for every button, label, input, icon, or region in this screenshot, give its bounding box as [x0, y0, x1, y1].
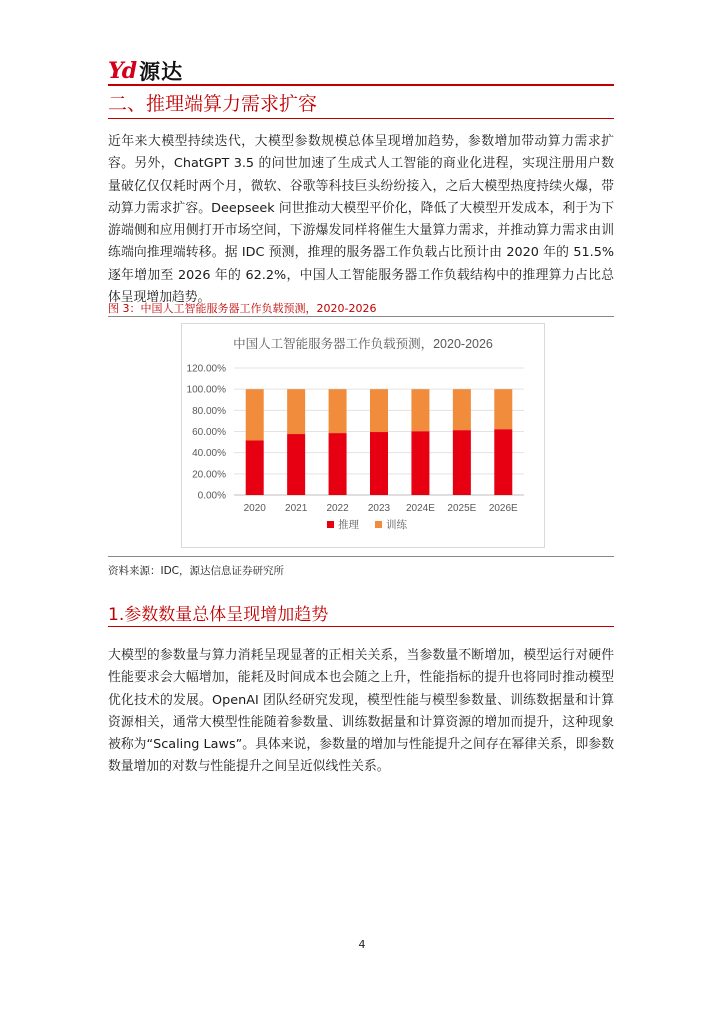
bar-推理: [494, 429, 512, 495]
x-tick-label: 2024E: [405, 503, 435, 514]
section-paragraph: 近年来大模型持续迭代，大模型参数规模总体呈现增加趋势，参数增加带动算力需求扩容。另外，ChatGPT 3.5 的问世加速了生成式人工智能的商业化进程，实现注册用户数量破亿仅仅耗时两个月，微软、谷歌等科技巨头纷纷接入，之后大模型热度持续火爆，带动算力需求扩容。Deepseek 问世推动大模型平价化，降低了大模型开发成本，利于为下游端侧和应用侧打开市场空间，下游爆发同样将催生大量算力需求，并推动算力需求由训练端向推理端转移。据 IDC 预测，推理的服务器工作负载占比预计由 2020 年的 51.5%逐年增加至 2026 年的 62.2%，中国人工智能服务器工作负载结构中的推理算力占比总体呈现增加趋势。: [108, 134, 614, 306]
subsection-title: 1.参数数量总体呈现增加趋势: [108, 605, 329, 625]
bar-推理: [453, 430, 471, 495]
bar-训练: [494, 389, 512, 429]
chart-svg: [182, 324, 544, 547]
x-tick-label: 2021: [285, 503, 308, 514]
figure-top-rule: [108, 316, 614, 317]
bar-推理: [411, 431, 429, 495]
page-number: 4: [358, 938, 366, 951]
bar-推理: [246, 440, 264, 495]
y-tick-label: 40.00%: [192, 448, 226, 460]
bar-训练: [329, 389, 347, 433]
x-tick-label: 2026E: [488, 503, 518, 514]
y-tick-label: 20.00%: [192, 469, 226, 481]
figure-bottom-rule: [108, 556, 614, 557]
figure-source: 资料来源：IDC，源达信息证券研究所: [108, 565, 285, 577]
section-title-underline: [108, 118, 614, 119]
y-tick-label: 120.00%: [186, 363, 226, 375]
logo-mark: Yd: [108, 58, 136, 84]
legend-swatch-训练: [375, 521, 382, 528]
y-tick-label: 0.00%: [197, 490, 226, 502]
legend-label: 推理: [338, 519, 359, 531]
bar-推理: [329, 433, 347, 495]
header-divider: [108, 84, 614, 86]
workload-chart: [181, 323, 545, 548]
company-logo: [108, 56, 183, 86]
subsection-title-underline: [108, 626, 614, 627]
y-tick-label: 80.00%: [192, 405, 226, 417]
x-tick-label: 2025E: [447, 503, 477, 514]
x-tick-label: 2023: [367, 503, 391, 514]
bar-推理: [287, 434, 305, 495]
y-tick-label: 100.00%: [186, 384, 226, 396]
x-tick-label: 2022: [326, 503, 349, 514]
bar-推理: [370, 432, 388, 495]
bar-训练: [287, 389, 305, 434]
subsection-paragraph: 大模型的参数量与算力消耗呈现显著的正相关关系，当参数量不断增加，模型运行对硬件性能要求会大幅增加，能耗及时间成本也会随之上升，性能指标的提升也将同时推动模型优化技术的发展。OpenAI 团队经研究发现，模型性能与模型参数量、训练数据量和计算资源相关，通常大模型性能随着参数量、训练数据量和计算资源的增加而提升，这种现象被称为“Scaling Laws”。具体来说，参数量的增加与性能提升之间存在幂律关系，即参数数量增加的对数与性能提升之间呈近似线性关系。: [108, 648, 614, 775]
bar-训练: [246, 389, 264, 440]
section-title: 二、推理端算力需求扩容: [108, 93, 318, 115]
x-tick-label: 2020: [243, 503, 266, 514]
bar-训练: [411, 389, 429, 431]
bar-训练: [453, 389, 471, 430]
chart-title: 中国人工智能服务器工作负载预测，2020-2026: [233, 337, 493, 351]
legend-swatch-推理: [327, 521, 334, 528]
logo-text: 源达: [139, 60, 184, 84]
bar-训练: [370, 389, 388, 432]
y-tick-label: 60.00%: [192, 427, 226, 438]
figure-caption: 图 3：中国人工智能服务器工作负载预测，2020-2026: [108, 302, 377, 315]
legend-label: 训练: [386, 519, 407, 531]
